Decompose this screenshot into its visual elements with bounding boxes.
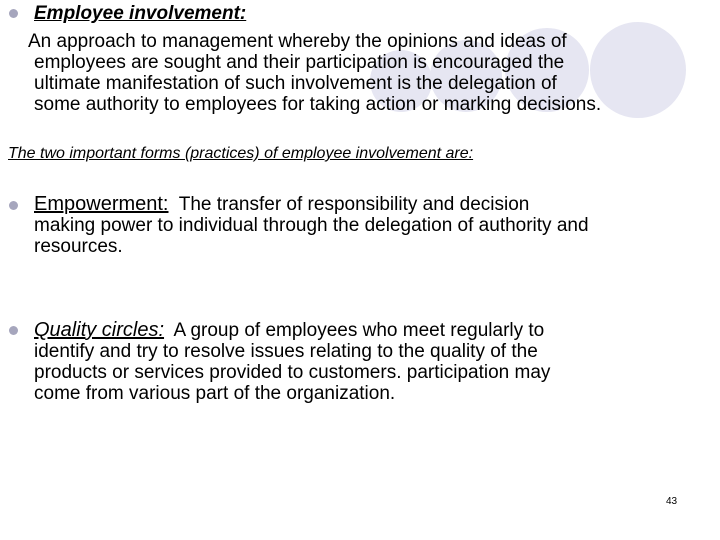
definition-line: An approach to management whereby the opinions and ideas of [28,31,567,52]
definition-line: employees are sought and their participation is encouraged the [34,52,565,73]
quality-circles-term: Quality circles: [34,319,165,341]
quality-circles-first-line [34,320,550,341]
empowerment-line: making power to individual through the delegation of authority and [34,215,589,236]
quality-circles-line: products or services provided to customers. participation may [34,362,551,383]
quality-circles-item [34,320,550,404]
empowerment-line: resources. [34,236,123,257]
definition-line: some authority to employees for taking action or marking decisions. [34,94,602,115]
empowerment-definition-start: The transfer of responsibility and decision [178,194,530,215]
definition-line: ultimate manifestation of such involvement is the delegation of [34,73,557,94]
decorative-circle [590,22,686,118]
quality-circles-line: identify and try to resolve issues relating to the quality of the [34,341,538,362]
empowerment-first-line [34,194,589,215]
forms-intro-text: The two important forms (practices) of employee involvement are: [8,145,474,162]
bullet-icon [9,326,18,335]
employee-involvement-heading: Employee involvement: [34,3,247,24]
bullet-icon [9,201,18,210]
employee-involvement-definition [28,31,602,115]
page-number: 43 [666,496,678,507]
quality-circles-definition-start: A group of employees who meet regularly to [173,320,545,341]
empowerment-item [34,194,589,257]
empowerment-term: Empowerment: [34,193,169,215]
bullet-icon [9,9,18,18]
quality-circles-line: come from various part of the organization. [34,383,396,404]
